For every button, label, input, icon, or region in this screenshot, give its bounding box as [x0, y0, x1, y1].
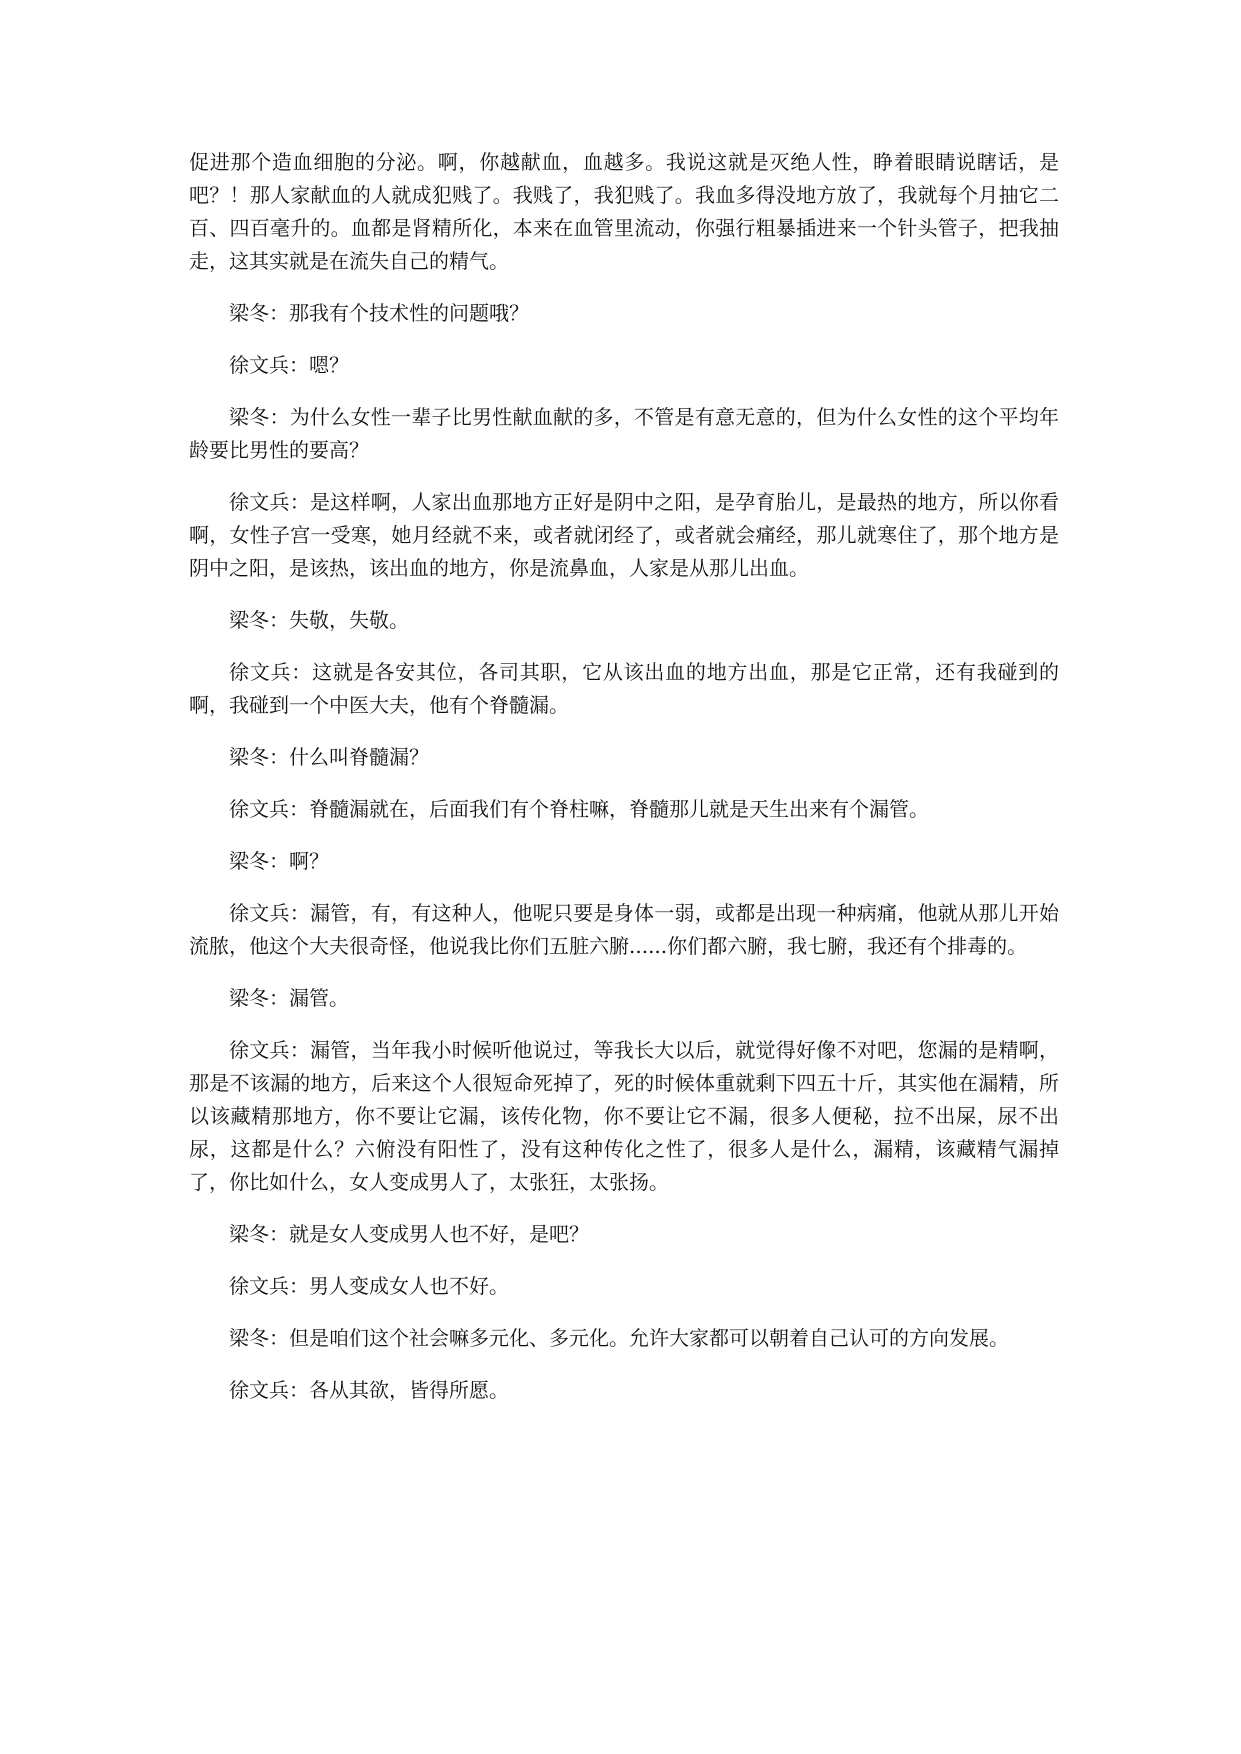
dialogue-paragraph: 梁冬：什么叫脊髓漏？ — [229, 745, 429, 769]
dialogue-paragraph: 徐文兵：漏管，有，有这种人，他呢只要是身体一弱，或都是出现一种病痛，他就从那儿开始流脓，他这个大夫很奇怪，他说我比你们五脏六腑......你们都六腑，我七腑，我还有个排毒的。 — [189, 901, 1059, 958]
dialogue-paragraph: 徐文兵：各从其欲，皆得所愿。 — [229, 1378, 509, 1402]
dialogue-paragraph: 梁冬：为什么女性一辈子比男性献血献的多，不管是有意无意的，但为什么女性的这个平均年龄要比男性的要高？ — [189, 405, 1059, 462]
dialogue-paragraph: 梁冬：但是咱们这个社会嘛多元化、多元化。允许大家都可以朝着自己认可的方向发展。 — [229, 1326, 1009, 1350]
dialogue-paragraph: 梁冬：就是女人变成男人也不好，是吧？ — [229, 1222, 589, 1246]
dialogue-paragraph: 徐文兵：漏管，当年我小时候听他说过，等我长大以后，就觉得好像不对吧，您漏的是精啊，那是不该漏的地方，后来这个人很短命死掉了，死的时候体重就剩下四五十斤，其实他在漏精，所以该藏精那地方，你不要让它漏，该传化物，你不要让它不漏，很多人便秘，拉不出屎，尿不出尿，这都是什么？六俯没有阳性了，没有这种传化之性了，很多人是什么，漏精，该藏精气漏掉了，你比如什么，女人变成男人了，太张狂，太张扬。 — [189, 1038, 1059, 1194]
document-page — [189, 146, 1059, 1426]
dialogue-paragraph: 徐文兵：是这样啊，人家出血那地方正好是阴中之阳，是孕育胎儿，是最热的地方，所以你看啊，女性子宫一受寒，她月经就不来，或者就闭经了，或者就会痛经，那儿就寒住了，那个地方是阴中之阳，是该热，该出血的地方，你是流鼻血，人家是从那儿出血。 — [189, 490, 1059, 580]
paragraph-continuation: 促进那个造血细胞的分泌。啊，你越献血，血越多。我说这就是灭绝人性，睁着眼睛说瞎话，是吧？！那人家献血的人就成犯贱了。我贱了，我犯贱了。我血多得没地方放了，我就每个月抽它二百、四百毫升的。血都是肾精所化，本来在血管里流动，你强行粗暴插进来一个针头管子，把我抽走，这其实就是在流失自己的精气。 — [189, 150, 1059, 273]
dialogue-paragraph: 梁冬：啊？ — [229, 849, 329, 873]
dialogue-paragraph: 徐文兵：脊髓漏就在，后面我们有个脊柱嘛，脊髓那儿就是天生出来有个漏管。 — [229, 797, 929, 821]
dialogue-paragraph: 徐文兵：男人变成女人也不好。 — [229, 1274, 509, 1298]
dialogue-paragraph: 梁冬：失敬，失敬。 — [229, 608, 409, 632]
dialogue-paragraph: 徐文兵：嗯？ — [229, 353, 349, 377]
dialogue-paragraph: 徐文兵：这就是各安其位，各司其职，它从该出血的地方出血，那是它正常，还有我碰到的啊，我碰到一个中医大夫，他有个脊髓漏。 — [189, 660, 1059, 717]
dialogue-paragraph: 梁冬：那我有个技术性的问题哦？ — [229, 301, 529, 325]
dialogue-paragraph: 梁冬：漏管。 — [229, 986, 349, 1010]
